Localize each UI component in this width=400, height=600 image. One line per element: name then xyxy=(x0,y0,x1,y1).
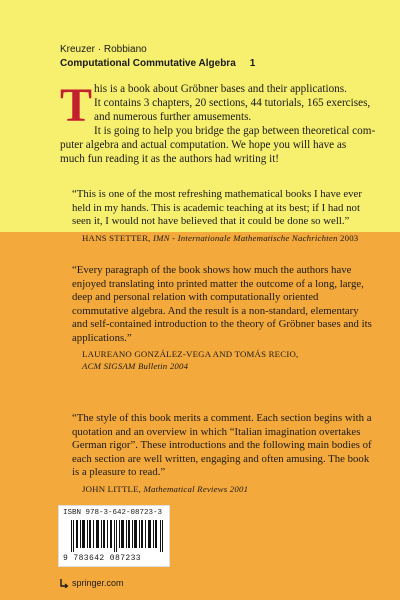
review-source: Mathematical Reviews xyxy=(143,483,228,494)
intro-line: puter algebra and actual computation. We hope you will have as xyxy=(60,139,347,151)
intro-line: his is a book about Gröbner bases and their applications. xyxy=(94,83,347,95)
barcode-number: 9 783642 087233 xyxy=(63,554,142,563)
volume-number: 1 xyxy=(249,58,256,69)
review-quote xyxy=(72,264,372,372)
barcode-bars xyxy=(71,520,163,552)
drop-cap: T xyxy=(60,79,93,132)
springer-arrow-icon xyxy=(60,578,69,588)
quote-text: “The style of this book merits a comment. Each section begins with a quotation and an overview in which “Italian imagination overtakes German rigor”. These introductions and the following main bodies of each section are well written, engaging and often amusing. The book is a pleasure to read.” xyxy=(72,412,372,478)
quote-text: “Every paragraph of the book shows how much the authors have enjoyed translating into printed matter the outcome of a long, large, deep and personal relation with computationally oriented commutative algebra. And the result is a non-standard, elementary and self-contained introduction to the theory of Gröbner bases and its applications.” xyxy=(72,264,372,344)
isbn-text: ISBN 978-3-642-08723-3 xyxy=(63,509,163,517)
quote-attribution xyxy=(82,233,372,245)
publisher-url[interactable]: springer.com xyxy=(72,578,124,588)
quote-attribution xyxy=(82,484,372,496)
intro-line: It contains 3 chapters, 20 sections, 44 tutorials, 165 exercises, xyxy=(94,97,371,109)
quote-text: “This is one of the most refreshing mathematical books I have ever held in my hands. This is academic teaching at its best; if I had not seen it, I would not have believed that it could be done so well.” xyxy=(72,188,362,227)
review-year: 2004 xyxy=(169,360,189,371)
publisher[interactable] xyxy=(60,578,124,588)
intro-line: much fun reading it as the authors had writing it! xyxy=(60,153,280,165)
review-source: ACM SIGSAM Bulletin xyxy=(82,360,168,371)
review-quote xyxy=(72,188,372,244)
barcode xyxy=(58,505,170,567)
reviewer-name: HANS STETTER, xyxy=(82,232,151,243)
authors: Kreuzer · Robbiano xyxy=(60,44,147,55)
review-year: 2003 xyxy=(340,232,359,243)
series-title xyxy=(60,58,255,69)
quote-attribution xyxy=(82,349,372,372)
review-year: 2001 xyxy=(229,483,249,494)
review-quote xyxy=(72,412,372,495)
review-source: IMN - Internationale Mathematische Nachrichten xyxy=(152,232,338,243)
intro-line: and numerous further amusements. xyxy=(94,111,252,123)
reviewer-name: LAUREANO GONZÁLEZ-VEGA AND TOMÁS RECIO, xyxy=(82,349,299,359)
reviewer-name: JOHN LITTLE, xyxy=(82,483,142,494)
series-name: Computational Commutative Algebra xyxy=(60,58,236,69)
intro-line: It is going to help you bridge the gap between theoretical com- xyxy=(94,125,376,137)
intro-blurb xyxy=(60,79,376,166)
